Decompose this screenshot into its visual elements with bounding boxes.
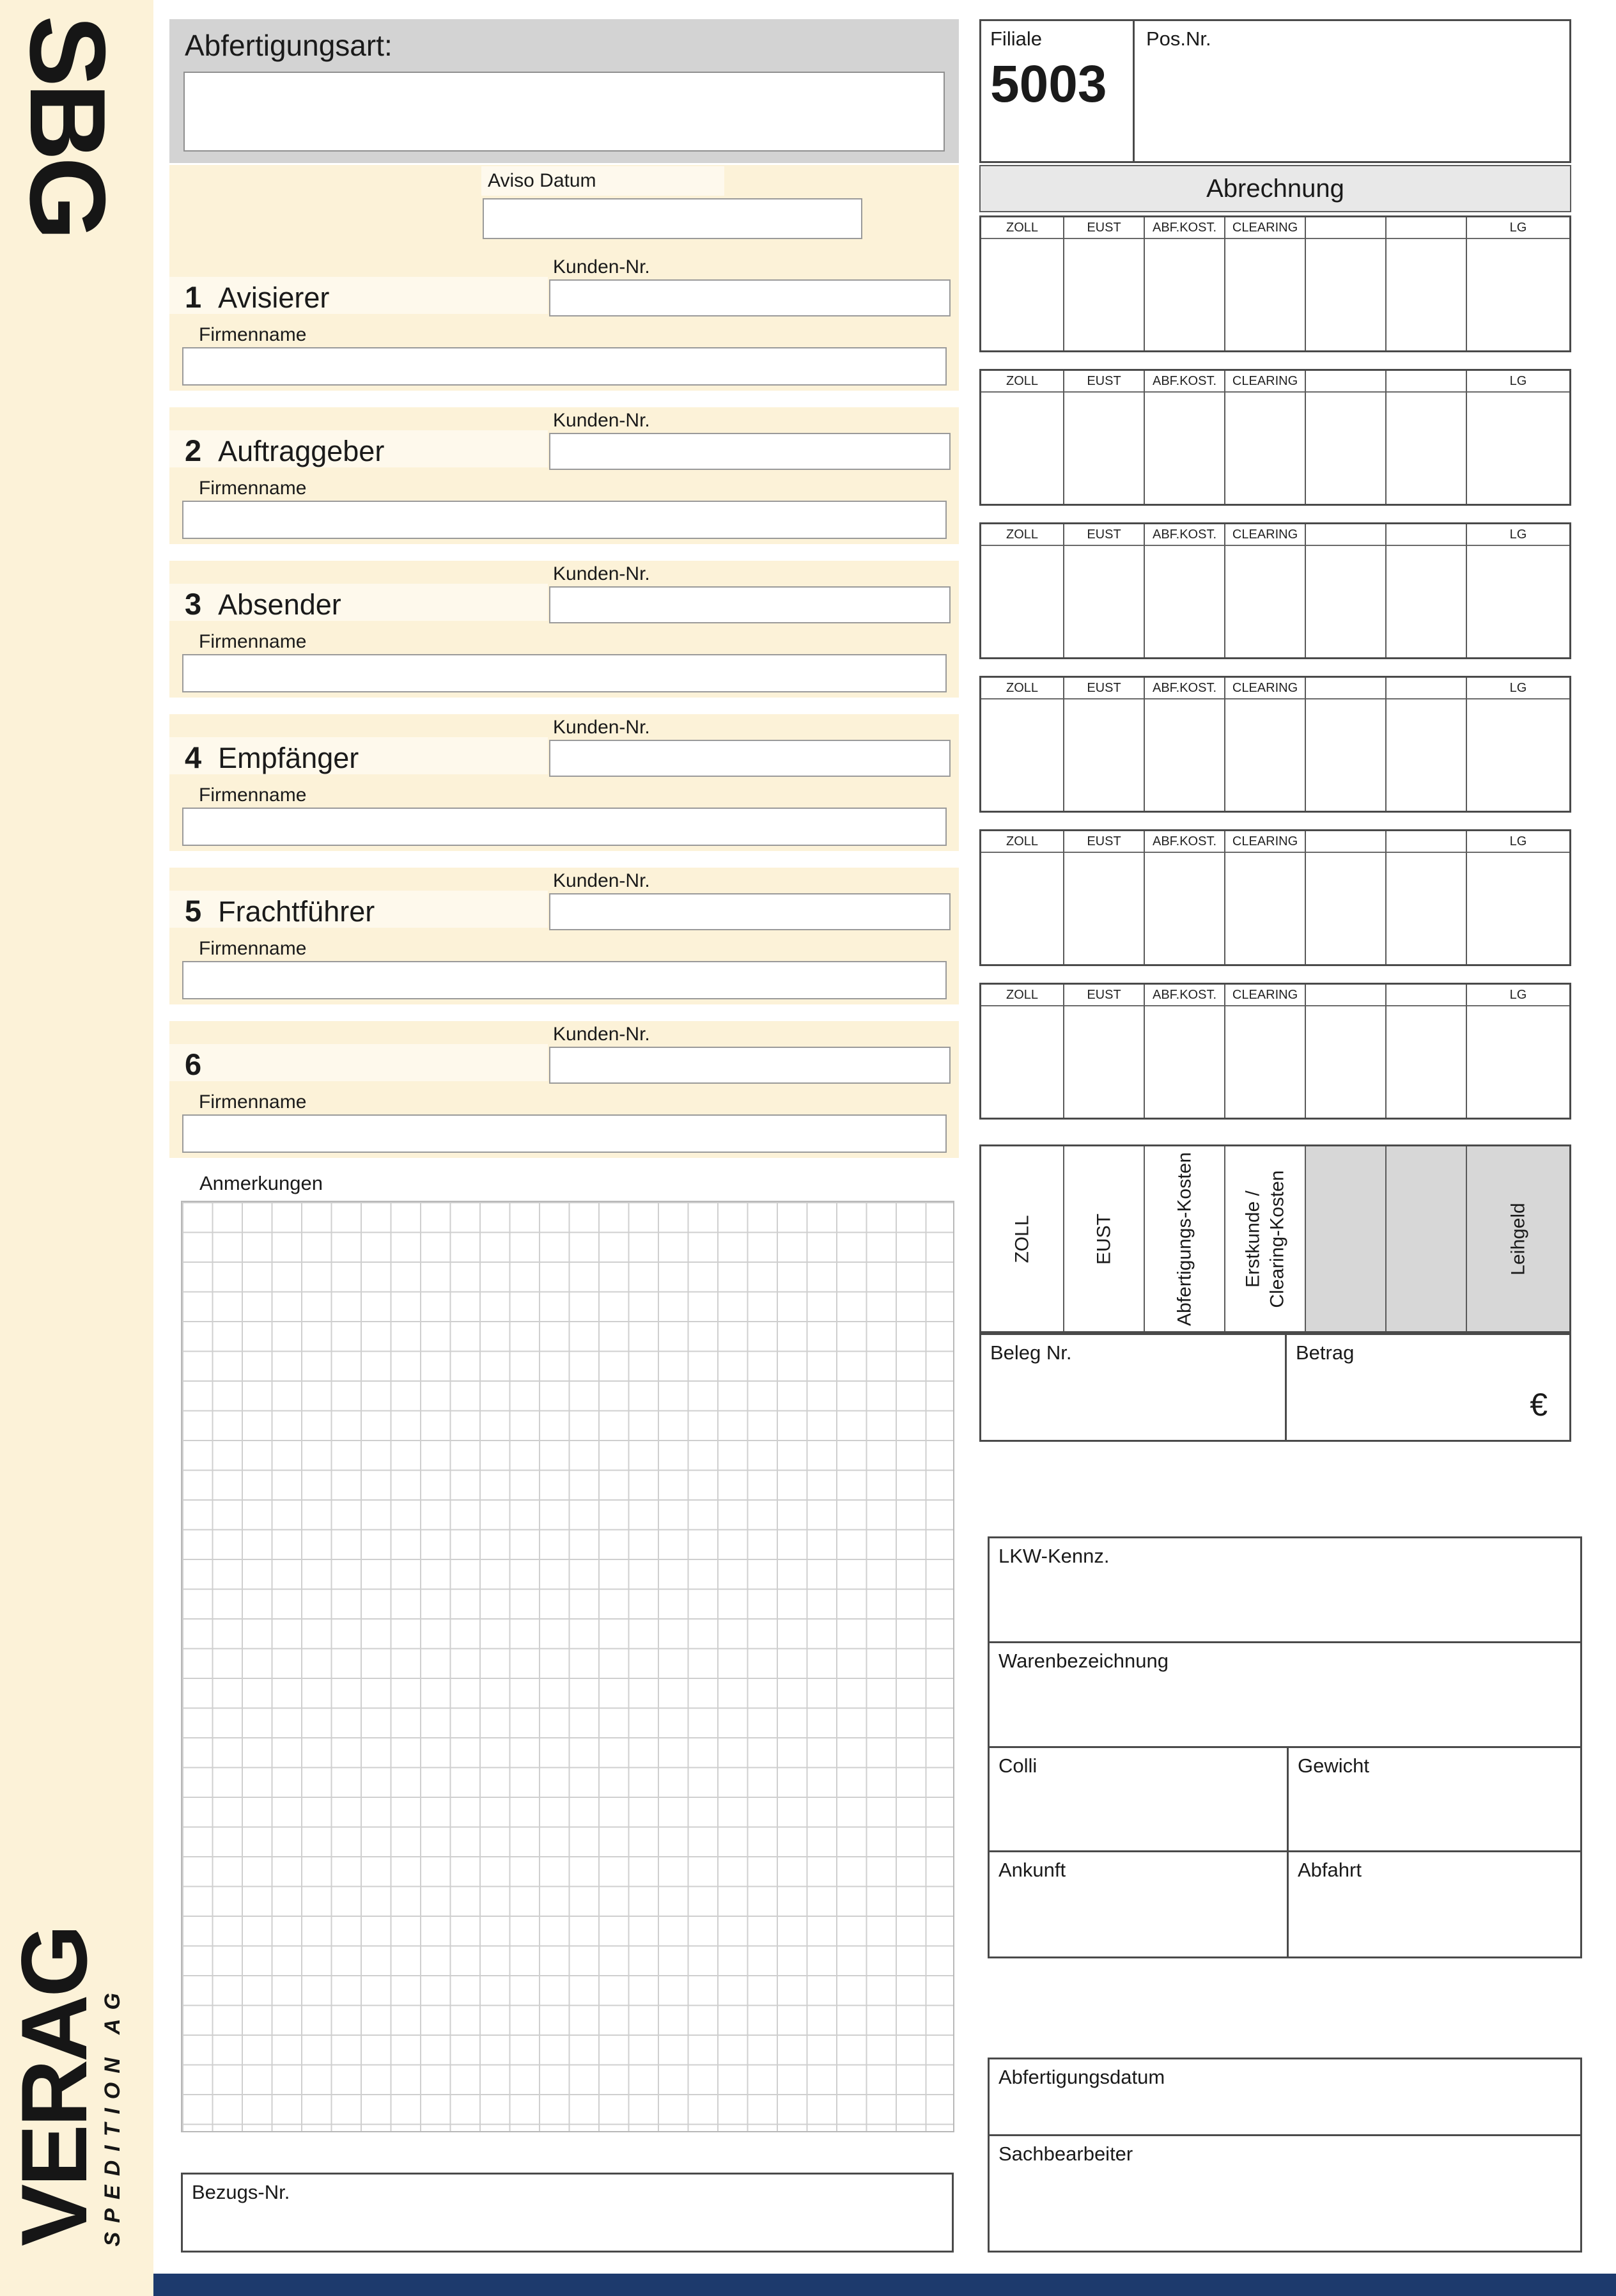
filiale-label: Filiale (990, 27, 1042, 50)
col-label-clearing: CLEARING (1225, 831, 1305, 853)
billing-cell-blank[interactable] (1306, 678, 1387, 811)
sachbearbeiter-label: Sachbearbeiter (998, 2143, 1133, 2165)
aviso-datum-label: Aviso Datum (488, 170, 596, 191)
col-label-blank (1306, 371, 1385, 393)
billing-cell-zoll[interactable] (981, 217, 1064, 350)
kunden-nr-label: Kunden-Nr. (553, 563, 650, 584)
billing-cell-eust[interactable] (1064, 985, 1145, 1118)
party-section-auftraggeber (169, 407, 959, 544)
col-label-abfkost: ABF.KOST. (1145, 678, 1224, 699)
anmerkungen-grid[interactable] (181, 1201, 954, 2132)
firmenname-field[interactable] (182, 654, 947, 692)
party-title-band[interactable] (169, 1044, 548, 1081)
betrag-field[interactable] (1287, 1335, 1569, 1440)
billing-row-4 (979, 676, 1571, 813)
billing-row-6 (979, 983, 1571, 1120)
kunden-nr-field[interactable] (549, 279, 951, 316)
col-label-eust: EUST (1064, 831, 1144, 853)
col-label-blank (1306, 985, 1385, 1006)
col-label-lg: LG (1467, 831, 1569, 853)
col-label-blank (1387, 524, 1466, 546)
billing-cell-zoll[interactable] (981, 678, 1064, 811)
lkw-kennz-label: LKW-Kennz. (998, 1545, 1110, 1567)
firmenname-field[interactable] (182, 347, 947, 386)
anmerkungen-label: Anmerkungen (199, 1172, 323, 1194)
billing-cell-zoll[interactable] (981, 371, 1064, 504)
billing-cell-eust[interactable] (1064, 678, 1145, 811)
shipment-box (988, 1536, 1582, 1958)
col-label-blank (1306, 524, 1385, 546)
col-label-clearing: CLEARING (1225, 217, 1305, 239)
billing-cell-blank[interactable] (1306, 524, 1387, 657)
billing-row-3 (979, 522, 1571, 659)
billing-row-5 (979, 829, 1571, 966)
col-label-eust: EUST (1064, 678, 1144, 699)
billing-cell-clearing[interactable] (1225, 217, 1306, 350)
bottom-accent-bar (153, 2274, 1616, 2296)
abfertigungsdatum-label: Abfertigungsdatum (998, 2066, 1165, 2088)
firmenname-field[interactable] (182, 501, 947, 539)
billing-cell-lg[interactable] (1467, 678, 1569, 811)
verag-wordmark: VERAG (2, 1926, 106, 2246)
abfahrt-label: Abfahrt (1298, 1859, 1362, 1881)
billing-cell-blank[interactable] (1306, 217, 1387, 350)
filiale-value: 5003 (990, 55, 1107, 113)
abfertigungsdatum-field[interactable] (990, 2059, 1580, 2136)
billing-cell-blank[interactable] (1387, 371, 1467, 504)
col-label-lg: LG (1467, 217, 1569, 239)
party-name: Absender (218, 588, 341, 621)
footer-cell-eust (1064, 1146, 1145, 1331)
billing-cell-zoll[interactable] (981, 985, 1064, 1118)
abfertigungsart-field[interactable] (183, 72, 945, 152)
ankunft-label: Ankunft (998, 1859, 1066, 1881)
footer-cell-zoll (981, 1146, 1064, 1331)
billing-cell-lg[interactable] (1467, 985, 1569, 1118)
col-label-zoll: ZOLL (981, 831, 1063, 853)
rotated-label-leihgeld: Leihgeld (1507, 1202, 1529, 1276)
col-label-abfkost: ABF.KOST. (1145, 831, 1224, 853)
kunden-nr-label: Kunden-Nr. (553, 410, 650, 431)
col-label-zoll: ZOLL (981, 524, 1063, 546)
sachbearbeiter-field[interactable] (990, 2136, 1580, 2251)
col-label-lg: LG (1467, 371, 1569, 393)
billing-footer (979, 1144, 1571, 1333)
party-title (185, 433, 384, 468)
abrechnung-header: Abrechnung (979, 165, 1571, 212)
rotated-label-eust: EUST (1093, 1213, 1115, 1265)
party-title (185, 586, 341, 621)
col-label-blank (1387, 985, 1466, 1006)
col-label-zoll: ZOLL (981, 678, 1063, 699)
rotated-label-abfertigungskosten: Abfertigungs-Kosten (1174, 1152, 1195, 1326)
footer-cell-clearingkosten (1225, 1146, 1306, 1331)
footer-cell-blank (1306, 1146, 1387, 1331)
billing-cell-blank[interactable] (1387, 985, 1467, 1118)
billing-cell-blank[interactable] (1387, 524, 1467, 657)
col-label-clearing: CLEARING (1225, 985, 1305, 1006)
aviso-band (169, 165, 959, 254)
billing-cell-clearing[interactable] (1225, 524, 1306, 657)
col-label-eust: EUST (1064, 985, 1144, 1006)
col-label-eust: EUST (1064, 524, 1144, 546)
column-divider (1287, 1852, 1289, 1956)
col-label-blank (1387, 217, 1466, 239)
billing-cell-zoll[interactable] (981, 524, 1064, 657)
betrag-label: Betrag (1296, 1341, 1355, 1364)
rotated-label-clearingkosten: Erstkunde / Clearing-Kosten (1242, 1169, 1287, 1308)
party-number: 1 (185, 280, 202, 314)
firmenname-label: Firmenname (199, 478, 307, 499)
party-name: Auftraggeber (218, 435, 385, 467)
billing-cell-eust[interactable] (1064, 831, 1145, 964)
party-number: 2 (185, 433, 202, 467)
billing-cell-abfkost[interactable] (1145, 985, 1225, 1118)
col-label-blank (1306, 217, 1385, 239)
col-label-blank (1387, 371, 1466, 393)
col-label-abfkost: ABF.KOST. (1145, 217, 1224, 239)
billing-cell-lg[interactable] (1467, 371, 1569, 504)
col-label-lg: LG (1467, 524, 1569, 546)
warenbezeichnung-field[interactable] (990, 1643, 1580, 1748)
beleg-nr-label: Beleg Nr. (990, 1341, 1072, 1364)
party-section-absender (169, 561, 959, 698)
billing-cell-lg[interactable] (1467, 831, 1569, 964)
party-name: Empfänger (218, 742, 359, 774)
processing-box (988, 2058, 1582, 2253)
billing-cell-clearing[interactable] (1225, 371, 1306, 504)
party-title (185, 740, 359, 775)
col-label-blank (1306, 831, 1385, 853)
col-label-eust: EUST (1064, 371, 1144, 393)
colli-label: Colli (998, 1754, 1037, 1777)
filiale-posnr-box (979, 19, 1571, 163)
billing-cell-abfkost[interactable] (1145, 217, 1225, 350)
party-section-empfaenger (169, 714, 959, 851)
billing-cell-eust[interactable] (1064, 524, 1145, 657)
party-title (185, 279, 329, 315)
sidebar (0, 0, 153, 2296)
party-section-6 (169, 1021, 959, 1158)
billing-cell-eust[interactable] (1064, 217, 1145, 350)
column-divider (1287, 1748, 1289, 1850)
billing-cell-clearing[interactable] (1225, 985, 1306, 1118)
billing-cell-blank[interactable] (1306, 985, 1387, 1118)
footer-cell-abfertigungskosten (1145, 1146, 1225, 1331)
billing-cell-clearing[interactable] (1225, 831, 1306, 964)
firmenname-label: Firmenname (199, 631, 307, 652)
col-label-eust: EUST (1064, 217, 1144, 239)
col-label-clearing: CLEARING (1225, 524, 1305, 546)
kunden-nr-field[interactable] (549, 740, 951, 777)
firmenname-label: Firmenname (199, 938, 307, 959)
col-label-lg: LG (1467, 985, 1569, 1006)
footer-cell-blank (1387, 1146, 1467, 1331)
party-name: Avisierer (218, 281, 330, 314)
party-section-frachtfuehrer (169, 868, 959, 1004)
billing-cell-eust[interactable] (1064, 371, 1145, 504)
col-label-lg: LG (1467, 678, 1569, 699)
kunden-nr-label: Kunden-Nr. (553, 256, 650, 277)
firmenname-label: Firmenname (199, 1091, 307, 1113)
posnr-field[interactable] (1146, 53, 1563, 155)
billing-cell-blank[interactable] (1306, 371, 1387, 504)
euro-sign: € (1530, 1387, 1548, 1423)
firmenname-field[interactable] (182, 1114, 947, 1153)
billing-cell-abfkost[interactable] (1145, 524, 1225, 657)
col-label-clearing: CLEARING (1225, 678, 1305, 699)
billing-cell-blank[interactable] (1387, 217, 1467, 350)
footer-cell-leihgeld (1467, 1146, 1569, 1331)
party-number: 6 (185, 1047, 202, 1081)
party-section-avisierer (169, 254, 959, 391)
billing-cell-blank[interactable] (1306, 831, 1387, 964)
col-label-blank (1387, 831, 1466, 853)
col-label-abfkost: ABF.KOST. (1145, 985, 1224, 1006)
col-label-zoll: ZOLL (981, 371, 1063, 393)
lkw-kennz-field[interactable] (990, 1538, 1580, 1643)
firmenname-label: Firmenname (199, 324, 307, 345)
col-label-zoll: ZOLL (981, 985, 1063, 1006)
rotated-label-zoll: ZOLL (1011, 1214, 1033, 1263)
billing-cell-blank[interactable] (1387, 831, 1467, 964)
sbg-logo: SBG (8, 15, 128, 237)
colli-gewicht-row (990, 1748, 1580, 1852)
billing-cell-lg[interactable] (1467, 217, 1569, 350)
kunden-nr-label: Kunden-Nr. (553, 1024, 650, 1045)
abfertigungsart-panel (169, 19, 959, 163)
billing-cell-clearing[interactable] (1225, 678, 1306, 811)
col-label-abfkost: ABF.KOST. (1145, 524, 1224, 546)
kunden-nr-field[interactable] (549, 1047, 951, 1084)
billing-cell-abfkost[interactable] (1145, 371, 1225, 504)
kunden-nr-label: Kunden-Nr. (553, 870, 650, 891)
beleg-nr-field[interactable] (981, 1335, 1287, 1440)
kunden-nr-label: Kunden-Nr. (553, 717, 650, 738)
col-label-zoll: ZOLL (981, 217, 1063, 239)
firmenname-field[interactable] (182, 808, 947, 846)
beleg-betrag-box (979, 1333, 1571, 1442)
verag-logo (2, 1926, 125, 2246)
kunden-nr-field[interactable] (549, 893, 951, 930)
party-number: 3 (185, 587, 202, 621)
gewicht-label: Gewicht (1298, 1754, 1369, 1777)
kunden-nr-field[interactable] (549, 433, 951, 470)
col-label-blank (1387, 678, 1466, 699)
col-label-abfkost: ABF.KOST. (1145, 371, 1224, 393)
warenbezeichnung-label: Warenbezeichnung (998, 1650, 1169, 1672)
kunden-nr-field[interactable] (549, 586, 951, 623)
abfertigungsart-label: Abfertigungsart: (185, 29, 392, 62)
bezugs-nr-label: Bezugs-Nr. (192, 2181, 290, 2203)
billing-cell-zoll[interactable] (981, 831, 1064, 964)
party-number: 5 (185, 894, 202, 928)
party-name: Frachtführer (218, 895, 375, 928)
billing-cell-blank[interactable] (1387, 678, 1467, 811)
filiale-cell (981, 21, 1135, 161)
billing-cell-abfkost[interactable] (1145, 831, 1225, 964)
bezugs-nr-field[interactable] (181, 2173, 954, 2253)
col-label-blank (1306, 678, 1385, 699)
aviso-datum-field[interactable] (483, 198, 862, 239)
spedition-ag-wordmark: SPEDITION AG (100, 1983, 125, 2246)
firmenname-label: Firmenname (199, 785, 307, 806)
party-title (185, 893, 375, 928)
col-label-clearing: CLEARING (1225, 371, 1305, 393)
billing-row-2 (979, 369, 1571, 506)
billing-cell-lg[interactable] (1467, 524, 1569, 657)
party-number: 4 (185, 740, 202, 774)
ankunft-abfahrt-row (990, 1852, 1580, 1956)
billing-row-1 (979, 215, 1571, 352)
posnr-label: Pos.Nr. (1146, 27, 1211, 50)
party-title (185, 1047, 218, 1082)
firmenname-field[interactable] (182, 961, 947, 999)
billing-cell-abfkost[interactable] (1145, 678, 1225, 811)
